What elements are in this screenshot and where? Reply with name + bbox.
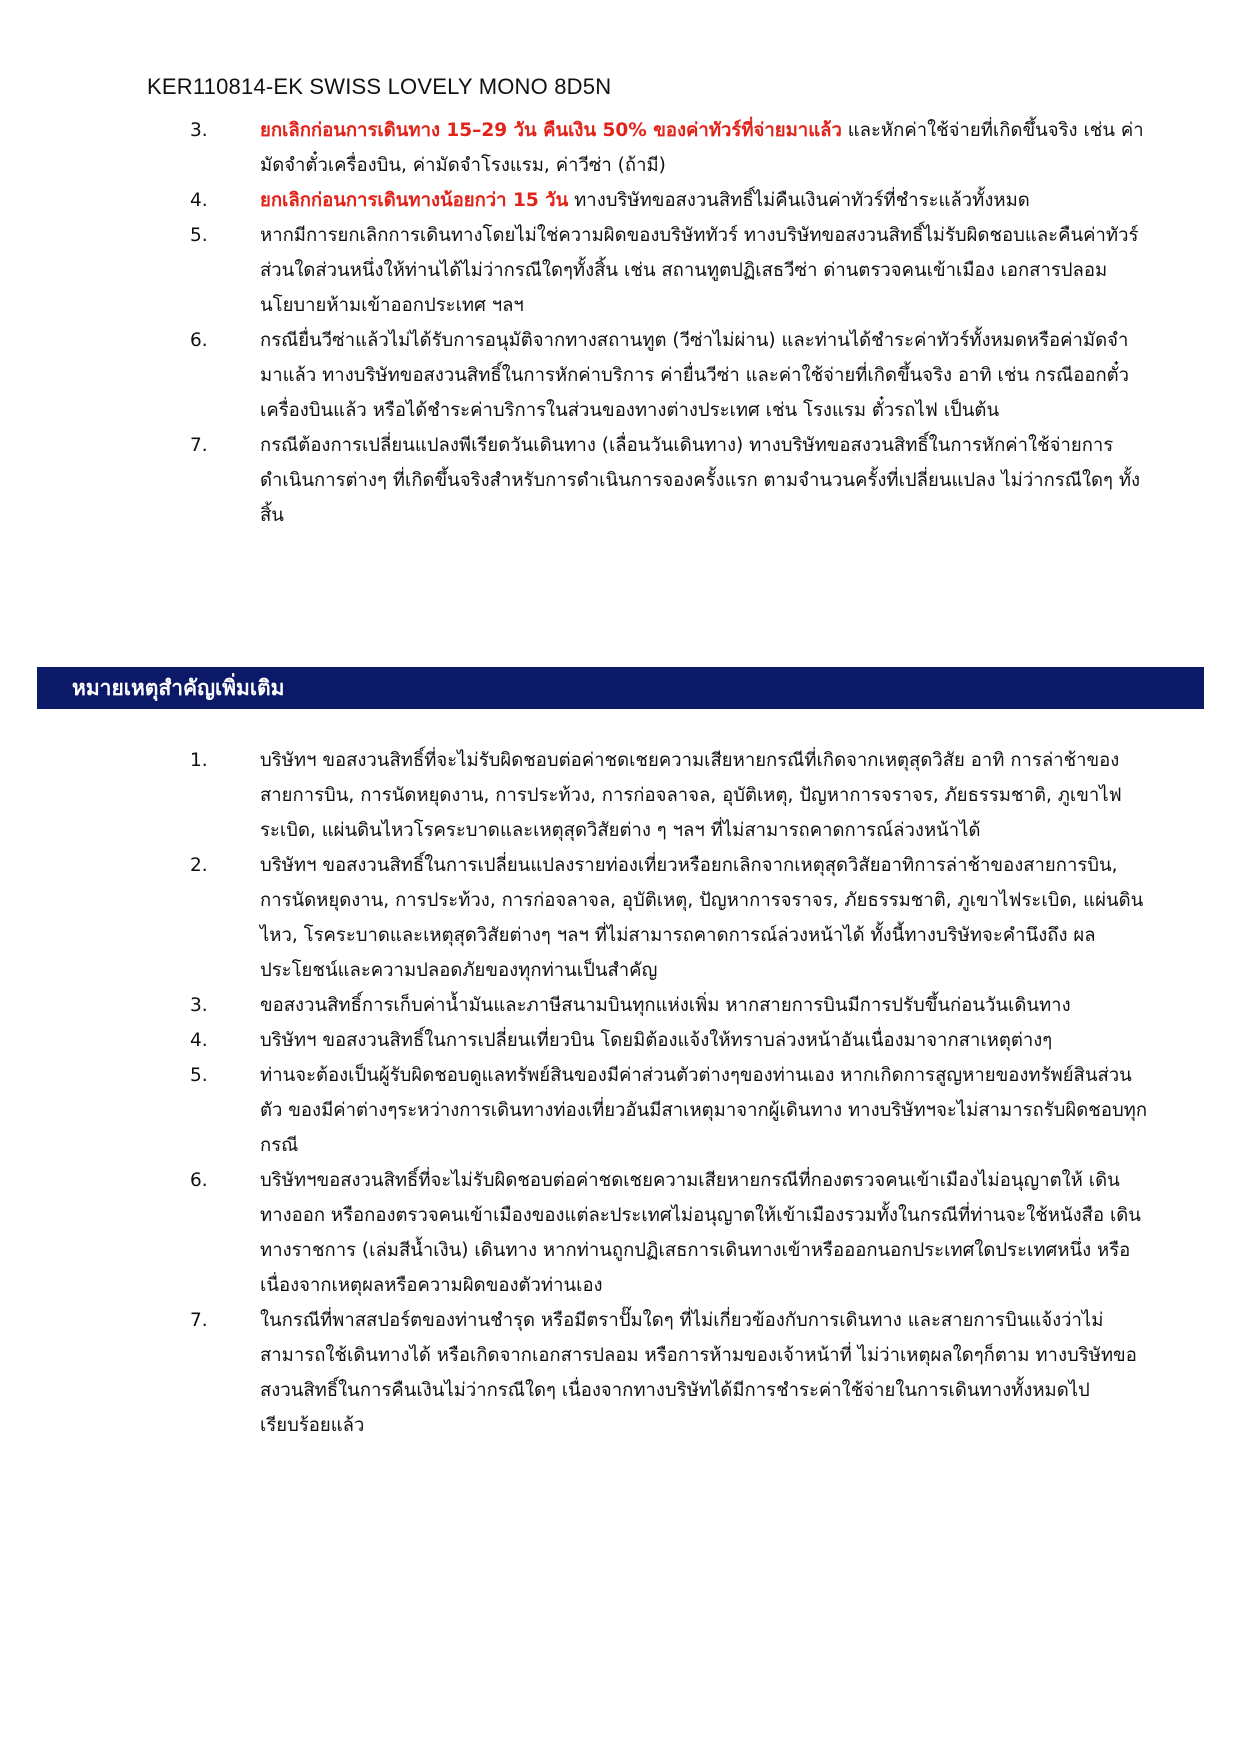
list-item (0, 1023, 1240, 1058)
list-item (0, 1303, 1240, 1443)
item-text (260, 113, 1150, 183)
list-item (0, 848, 1240, 988)
item-text: บริษัทฯ ขอสงวนสิทธิ์ในการเปลี่ยนเที่ยวบิน โดยมิต้องแจ้งให้ทราบล่วงหน้าอันเนื่องมาจากสาเหตุต่างๆ (260, 1030, 1053, 1051)
item-number: 1. (190, 750, 208, 771)
list-item (0, 218, 1240, 323)
item-text: บริษัทฯ ขอสงวนสิทธิ์ในการเปลี่ยนแปลงรายท่องเที่ยวหรือยกเลิกจากเหตุสุดวิสัยอาทิการล่าช้าของสายการบิน, การนัดหยุดงาน, การประท้วง, การก่อจลาจล, อุบัติเหตุ, ปัญหาการจราจร, ภัยธรรมชาติ, ภูเขาไฟระเบิด, แผ่นดินไหว, โรคระบาดและเหตุสุดวิสัยต่างๆ ฯลฯ ที่ไม่สามารถคาดการณ์ล่วงหน้าได้ ทั้งนี้ทางบริษัทจะคำนึงถึง ผลประโยชน์และความปลอดภัยของทุกท่านเป็นสำคัญ (260, 855, 1144, 981)
item-number: 4. (190, 190, 208, 211)
item-text: กรณีต้องการเปลี่ยนแปลงพีเรียดวันเดินทาง (เลื่อนวันเดินทาง) ทางบริษัทขอสงวนสิทธิ์ในการหักค่าใช้จ่ายการดำเนินการต่างๆ ที่เกิดขึ้นจริงสำหรับการดำเนินการจองครั้งแรก ตามจำนวนครั้งที่เปลี่ยนแปลง ไม่ว่ากรณีใดๆ ทั้งสิ้น (260, 435, 1141, 526)
item-text: ขอสงวนสิทธิ์การเก็บค่าน้ำมันและภาษีสนามบินทุกแห่งเพิ่ม หากสายการบินมีการปรับขึ้นก่อนวันเดินทาง (260, 995, 1071, 1016)
cancellation-policy-list (0, 113, 1240, 533)
list-item (0, 1163, 1240, 1303)
item-highlight: ยกเลิกก่อนการเดินทาง 15–29 วัน คืนเงิน 50% ของค่าทัวร์ที่จ่ายมาแล้ว (260, 120, 842, 141)
item-number: 3. (190, 120, 208, 141)
list-item (0, 183, 1240, 218)
item-number: 4. (190, 1030, 208, 1051)
list-item (0, 428, 1240, 533)
item-text: บริษัทฯขอสงวนสิทธิ์ที่จะไม่รับผิดชอบต่อค่าชดเชยความเสียหายกรณีที่กองตรวจคนเข้าเมืองไม่อนุญาตให้ เดินทางออก หรือกองตรวจคนเข้าเมืองของแต่ละประเทศไม่อนุญาตให้เข้าเมืองรวมทั้งในกรณีที่ท่านจะใช้หนังสือ เดินทางราชการ (เล่มสีน้ำเงิน) เดินทาง หากท่านถูกปฏิเสธการเดินทางเข้าหรือออกนอกประเทศใดประเทศหนึ่ง หรือ เนื่องจากเหตุผลหรือความผิดของตัวท่านเอง (260, 1170, 1141, 1296)
list-item (0, 1058, 1240, 1163)
list-item (0, 113, 1240, 183)
item-number: 6. (190, 1170, 208, 1191)
item-number: 6. (190, 330, 208, 351)
document-code-header: KER110814-EK SWISS LOVELY MONO 8D5N (147, 74, 612, 99)
item-body: ทางบริษัทขอสงวนสิทธิ์ไม่คืนเงินค่าทัวร์ที่ชำระแล้วทั้งหมด (568, 190, 1030, 211)
list-item (0, 323, 1240, 428)
item-text: บริษัทฯ ขอสงวนสิทธิ์ที่จะไม่รับผิดชอบต่อค่าชดเชยความเสียหายกรณีที่เกิดจากเหตุสุดวิสัย อาทิ การล่าช้าของสายการบิน, การนัดหยุดงาน, การประท้วง, การก่อจลาจล, อุบัติเหตุ, ปัญหาการจราจร, ภัยธรรมชาติ, ภูเขาไฟระเบิด, แผ่นดินไหวโรคระบาดและเหตุสุดวิสัยต่าง ๆ ฯลฯ ที่ไม่สามารถคาดการณ์ล่วงหน้าได้ (260, 750, 1122, 841)
item-body: และหักค่าใช้จ่ายที่เกิดขึ้นจริง เช่น ค่ามัดจำตั๋วเครื่องบิน, ค่ามัดจำโรงแรม, ค่าวีซ่า (ถ้ามี) (260, 120, 1144, 176)
item-text: กรณียื่นวีซ่าแล้วไม่ได้รับการอนุมัติจากทางสถานทูต (วีซ่าไม่ผ่าน) และท่านได้ชำระค่าทัวร์ทั้งหมดหรือค่ามัดจำมาแล้ว ทางบริษัทขอสงวนสิทธิ์ในการหักค่าบริการ ค่ายื่นวีซ่า และค่าใช้จ่ายที่เกิดขึ้นจริง อาทิ เช่น กรณีออกตั๋วเครื่องบินแล้ว หรือได้ชำระค่าบริการในส่วนของทางต่างประเทศ เช่น โรงแรม ตั๋วรถไฟ เป็นต้น (260, 330, 1130, 421)
item-text (260, 183, 1150, 218)
list-item (0, 988, 1240, 1023)
section-title: หมายเหตุสำคัญเพิ่มเติม (72, 676, 285, 700)
list-item (0, 743, 1240, 848)
item-number: 3. (190, 995, 208, 1016)
item-number: 5. (190, 225, 208, 246)
item-number: 7. (190, 1310, 208, 1331)
section-header-band (37, 667, 1204, 709)
item-text: ท่านจะต้องเป็นผู้รับผิดชอบดูแลทรัพย์สินของมีค่าส่วนตัวต่างๆของท่านเอง หากเกิดการสูญหายของทรัพย์สินส่วนตัว ของมีค่าต่างๆระหว่างการเดินทางท่องเที่ยวอันมีสาเหตุมาจากผู้เดินทาง ทางบริษัทฯจะไม่สามารถรับผิดชอบทุกกรณี (260, 1065, 1148, 1156)
item-number: 2. (190, 855, 208, 876)
item-number: 5. (190, 1065, 208, 1086)
item-text: ในกรณีที่พาสสปอร์ตของท่านชำรุด หรือมีตราปั๊มใดๆ ที่ไม่เกี่ยวข้องกับการเดินทาง และสายการบินแจ้งว่าไม่สามารถใช้เดินทางได้ หรือเกิดจากเอกสารปลอม หรือการห้ามของเจ้าหน้าที่ ไม่ว่าเหตุผลใดๆก็ตาม ทางบริษัทขอสงวนสิทธิ์ในการคืนเงินไม่ว่ากรณีใดๆ เนื่องจากทางบริษัทได้มีการชำระค่าใช้จ่ายในการเดินทางทั้งหมดไปเรียบร้อยแล้ว (260, 1310, 1137, 1436)
important-notes-list (0, 743, 1240, 1443)
item-number: 7. (190, 435, 208, 456)
item-highlight: ยกเลิกก่อนการเดินทางน้อยกว่า 15 วัน (260, 190, 569, 211)
item-text: หากมีการยกเลิกการเดินทางโดยไม่ใช่ความผิดของบริษัททัวร์ ทางบริษัทขอสงวนสิทธิ์ไม่รับผิดชอบและคืนค่าทัวร์ส่วนใดส่วนหนึ่งให้ท่านได้ไม่ว่ากรณีใดๆทั้งสิ้น เช่น สถานทูตปฏิเสธวีซ่า ด่านตรวจคนเข้าเมือง เอกสารปลอม นโยบายห้ามเข้าออกประเทศ ฯลฯ (260, 225, 1139, 316)
